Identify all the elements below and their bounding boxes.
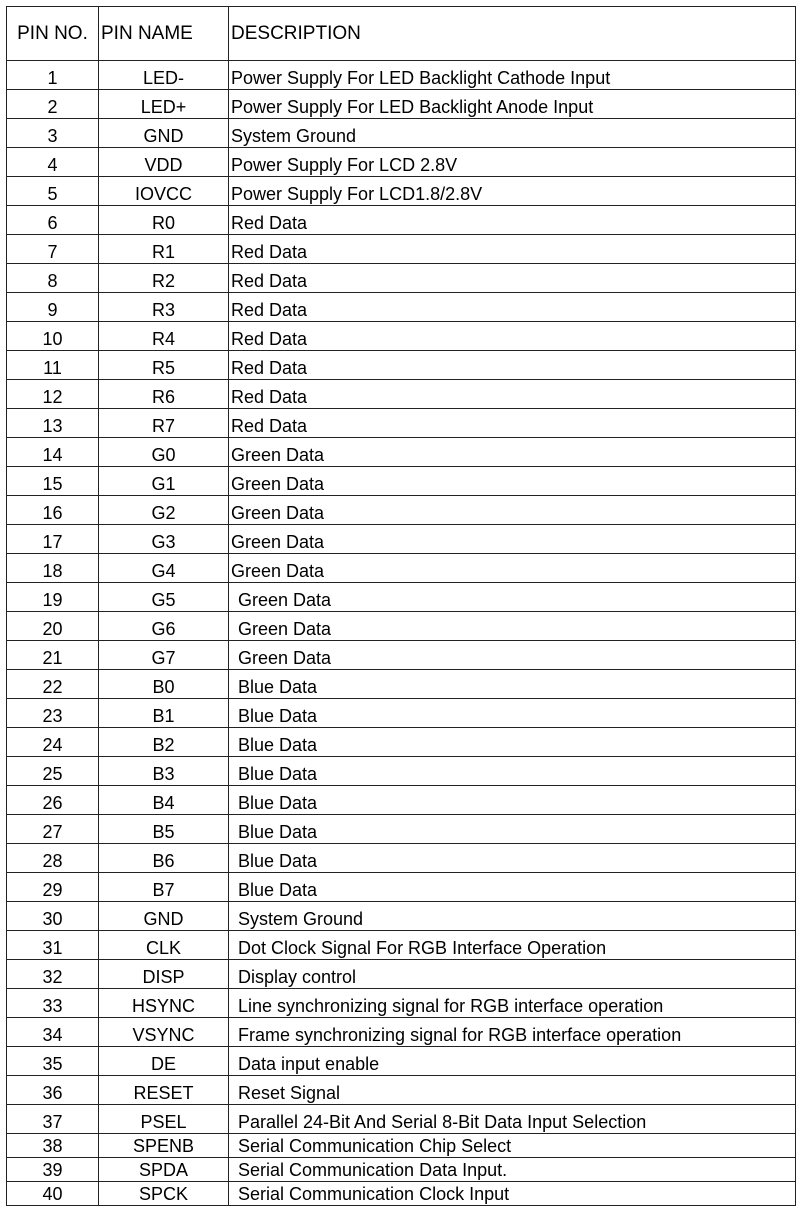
pin-description: Blue Data — [229, 815, 796, 844]
pin-name: LED+ — [99, 90, 229, 119]
pin-description: Serial Communication Chip Select — [229, 1134, 796, 1158]
pin-number: 39 — [7, 1158, 99, 1182]
pin-number: 14 — [7, 438, 99, 467]
header-description: DESCRIPTION — [229, 7, 796, 61]
table-row — [7, 1076, 796, 1105]
pin-name: VSYNC — [99, 1018, 229, 1047]
pin-number: 18 — [7, 554, 99, 583]
pin-description: Power Supply For LCD 2.8V — [229, 148, 796, 177]
pin-number: 8 — [7, 264, 99, 293]
pin-number: 36 — [7, 1076, 99, 1105]
pin-description: Power Supply For LED Backlight Cathode Input — [229, 61, 796, 90]
table-row — [7, 612, 796, 641]
table-row — [7, 525, 796, 554]
pin-name: G1 — [99, 467, 229, 496]
pin-description: Green Data — [229, 467, 796, 496]
pin-name: GND — [99, 902, 229, 931]
pin-description: Line synchronizing signal for RGB interface operation — [229, 989, 796, 1018]
pin-number: 40 — [7, 1182, 99, 1206]
pin-description: Red Data — [229, 380, 796, 409]
table-row — [7, 409, 796, 438]
table-row — [7, 61, 796, 90]
pin-name: G5 — [99, 583, 229, 612]
pin-number: 28 — [7, 844, 99, 873]
pin-assignment-table — [6, 6, 796, 1206]
pin-description: Blue Data — [229, 757, 796, 786]
pin-description: Green Data — [229, 583, 796, 612]
pin-description: Blue Data — [229, 728, 796, 757]
pin-number: 21 — [7, 641, 99, 670]
pin-description: System Ground — [229, 119, 796, 148]
pin-description: Display control — [229, 960, 796, 989]
table-row — [7, 1018, 796, 1047]
pin-name: G7 — [99, 641, 229, 670]
pin-name: CLK — [99, 931, 229, 960]
table-row — [7, 1047, 796, 1076]
table-row — [7, 90, 796, 119]
pin-description: Blue Data — [229, 844, 796, 873]
table-row — [7, 1105, 796, 1134]
pin-description: Blue Data — [229, 699, 796, 728]
table-body — [7, 61, 796, 1206]
pin-description: Blue Data — [229, 786, 796, 815]
pin-number: 31 — [7, 931, 99, 960]
pin-description: Green Data — [229, 612, 796, 641]
pin-number: 32 — [7, 960, 99, 989]
pin-name: B2 — [99, 728, 229, 757]
table-row — [7, 1182, 796, 1206]
pin-number: 12 — [7, 380, 99, 409]
pin-name: SPDA — [99, 1158, 229, 1182]
pin-description: Blue Data — [229, 873, 796, 902]
pin-name: R3 — [99, 293, 229, 322]
table-row — [7, 728, 796, 757]
pin-number: 1 — [7, 61, 99, 90]
pin-name: G6 — [99, 612, 229, 641]
pin-name: R5 — [99, 351, 229, 380]
pin-name: SPENB — [99, 1134, 229, 1158]
pin-name: VDD — [99, 148, 229, 177]
pin-name: LED- — [99, 61, 229, 90]
pin-name: R7 — [99, 409, 229, 438]
pin-name: B0 — [99, 670, 229, 699]
pin-description: Red Data — [229, 293, 796, 322]
pin-number: 9 — [7, 293, 99, 322]
pin-number: 16 — [7, 496, 99, 525]
pin-number: 17 — [7, 525, 99, 554]
pin-description: Red Data — [229, 351, 796, 380]
pin-description: Blue Data — [229, 670, 796, 699]
pin-name: B5 — [99, 815, 229, 844]
pin-description: Frame synchronizing signal for RGB interface operation — [229, 1018, 796, 1047]
table-row — [7, 351, 796, 380]
table-row — [7, 467, 796, 496]
pin-name: B4 — [99, 786, 229, 815]
pin-description: Red Data — [229, 409, 796, 438]
pin-name: R1 — [99, 235, 229, 264]
pin-name: IOVCC — [99, 177, 229, 206]
table-row — [7, 786, 796, 815]
pin-number: 20 — [7, 612, 99, 641]
table-row — [7, 496, 796, 525]
table-row — [7, 554, 796, 583]
table-row — [7, 641, 796, 670]
pin-number: 26 — [7, 786, 99, 815]
pin-number: 29 — [7, 873, 99, 902]
table-row — [7, 380, 796, 409]
pin-name: R4 — [99, 322, 229, 351]
pin-name: DISP — [99, 960, 229, 989]
pin-number: 34 — [7, 1018, 99, 1047]
pin-number: 24 — [7, 728, 99, 757]
pin-description: Power Supply For LED Backlight Anode Input — [229, 90, 796, 119]
pin-name: B6 — [99, 844, 229, 873]
pin-name: RESET — [99, 1076, 229, 1105]
pin-name: HSYNC — [99, 989, 229, 1018]
table-row — [7, 119, 796, 148]
header-row — [7, 7, 796, 61]
pin-number: 38 — [7, 1134, 99, 1158]
pin-name: R2 — [99, 264, 229, 293]
pin-number: 37 — [7, 1105, 99, 1134]
pin-description: Reset Signal — [229, 1076, 796, 1105]
table-row — [7, 873, 796, 902]
pin-name: DE — [99, 1047, 229, 1076]
pin-description: System Ground — [229, 902, 796, 931]
pin-description: Red Data — [229, 206, 796, 235]
pin-number: 5 — [7, 177, 99, 206]
table-row — [7, 206, 796, 235]
table-row — [7, 931, 796, 960]
pin-description: Serial Communication Clock Input — [229, 1182, 796, 1206]
pin-name: GND — [99, 119, 229, 148]
pin-name: R6 — [99, 380, 229, 409]
pin-number: 11 — [7, 351, 99, 380]
table-row — [7, 583, 796, 612]
table-row — [7, 177, 796, 206]
pin-description: Red Data — [229, 235, 796, 264]
pin-description: Red Data — [229, 322, 796, 351]
pin-number: 22 — [7, 670, 99, 699]
table-row — [7, 264, 796, 293]
table-row — [7, 989, 796, 1018]
pin-number: 25 — [7, 757, 99, 786]
table-row — [7, 757, 796, 786]
pin-number: 15 — [7, 467, 99, 496]
pin-description: Data input enable — [229, 1047, 796, 1076]
pin-number: 33 — [7, 989, 99, 1018]
pin-number: 30 — [7, 902, 99, 931]
header-pin-name: PIN NAME — [99, 7, 229, 61]
pin-name: PSEL — [99, 1105, 229, 1134]
table-row — [7, 1158, 796, 1182]
pin-name: G0 — [99, 438, 229, 467]
pin-number: 10 — [7, 322, 99, 351]
pin-number: 27 — [7, 815, 99, 844]
pin-description: Red Data — [229, 264, 796, 293]
pin-description: Parallel 24-Bit And Serial 8-Bit Data Input Selection — [229, 1105, 796, 1134]
pin-description: Serial Communication Data Input. — [229, 1158, 796, 1182]
pin-name: B3 — [99, 757, 229, 786]
pin-number: 13 — [7, 409, 99, 438]
pin-name: SPCK — [99, 1182, 229, 1206]
pin-number: 35 — [7, 1047, 99, 1076]
table-row — [7, 670, 796, 699]
pin-number: 23 — [7, 699, 99, 728]
table-row — [7, 235, 796, 264]
pin-description: Green Data — [229, 496, 796, 525]
table-row — [7, 815, 796, 844]
table-row — [7, 322, 796, 351]
pin-description: Green Data — [229, 438, 796, 467]
table-header — [7, 7, 796, 61]
table-row — [7, 960, 796, 989]
table-row — [7, 293, 796, 322]
table-row — [7, 844, 796, 873]
pin-number: 7 — [7, 235, 99, 264]
pin-name: G4 — [99, 554, 229, 583]
table-row — [7, 902, 796, 931]
table-row — [7, 438, 796, 467]
pin-name: B7 — [99, 873, 229, 902]
table-row — [7, 148, 796, 177]
pin-name: B1 — [99, 699, 229, 728]
header-pin-no: PIN NO. — [7, 7, 99, 61]
pin-number: 19 — [7, 583, 99, 612]
pin-description: Green Data — [229, 641, 796, 670]
pin-number: 4 — [7, 148, 99, 177]
table-row — [7, 1134, 796, 1158]
pin-name: R0 — [99, 206, 229, 235]
pin-description: Power Supply For LCD1.8/2.8V — [229, 177, 796, 206]
table-row — [7, 699, 796, 728]
pin-name: G3 — [99, 525, 229, 554]
pin-name: G2 — [99, 496, 229, 525]
pin-number: 6 — [7, 206, 99, 235]
pin-table-container — [6, 6, 795, 1206]
pin-number: 3 — [7, 119, 99, 148]
pin-number: 2 — [7, 90, 99, 119]
pin-description: Green Data — [229, 554, 796, 583]
pin-description: Dot Clock Signal For RGB Interface Operation — [229, 931, 796, 960]
pin-description: Green Data — [229, 525, 796, 554]
